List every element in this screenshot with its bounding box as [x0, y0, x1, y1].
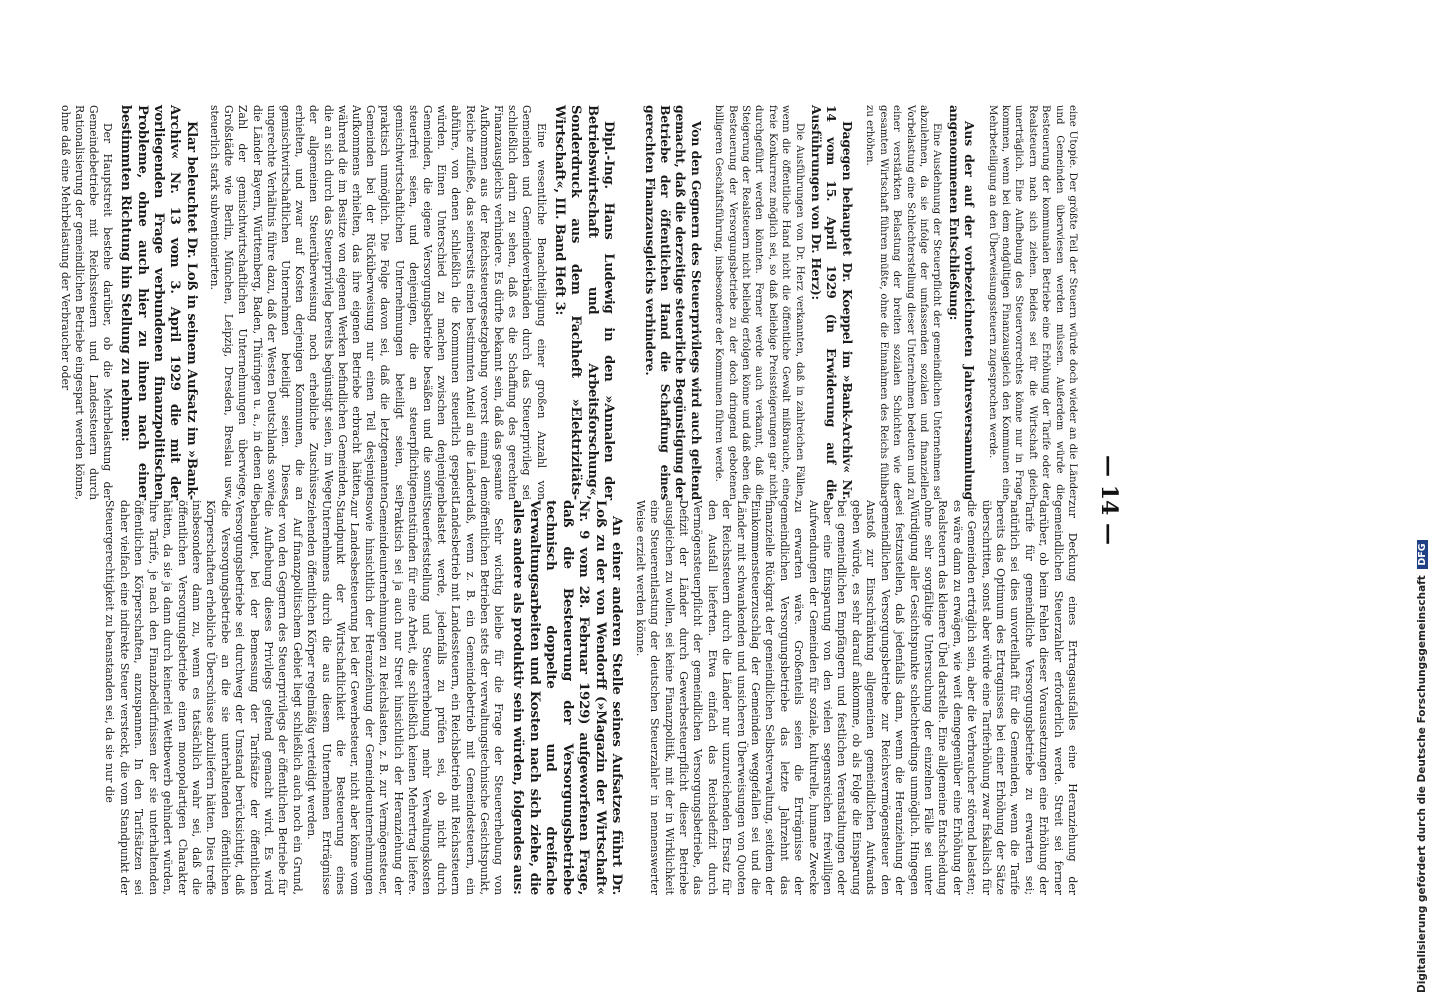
body-paragraph: zur Deckung eines Ertragsausfalles eine Heranziehung der gemeindlichen Steuerzahler erforderlich werde. Streit sei ferner darüber, ob beim Fehlen dieser Voraussetzungen eine Erhöhung der Tarife für gemeindliche Versorgungsbetriebe zu erwarten sei; natürlich sei dies unvorteilhaft für die Gemeinden, wenn die Tarife bereits das Optimum des Ertragnisses bei einer Erhöhung der Sätze überschritten, sonst aber würde eine Tariferhöhung zwar fiskalisch für die Gemeinden erträglich sein, aber die Verbraucher störend belasten; es wäre dann zu erwägen, wie weit demgegenüber eine Erhöhung der Realsteuern das kleinere Übel darstelle. Eine allgemeine Entscheidung ohne sehr sorgfältige Untersuchung der einzelnen Fälle sei unter Würdigung aller Gesichtspunkte schlechterdings unmöglich. Hingegen sei festzustellen, daß jedenfalls dann, wenn die Heranziehung der gemeindlichen Versorgungsbetriebe zur Reichsvermögensteuer den Anstoß zur Einschränkung allgemeinen gemeindlichen Aufwands geben würde, es sehr darauf ankomme, ob als Folge die Einsparung bei gemeindlichen Empfängern und festlichen Veranstaltungen oder aber eine Einsparung von den vielen segensreichen freiwilligen Aufwendungen der Gemeinden für soziale, kulturelle, humane Zwecke zu erwarten wäre. Großenteils seien die Erträgnisse der gemeindlichen Versorgungsbetriebe das letzte Jahrzehnt das finanzielle Rückgrat der gemeindlichen Selbstverwaltung, seitdem der Einkommensteuerzuschlag der Gemeinden weggefallen sei und die Länder mit schwankenden und unsicheren Überweisungen von Quoten der Reichssteuern durch die Länder nur unzureichenden Ersatz für den Ausfall lieferten. Etwa einfach das Reichsdefizit durch Vermögensteuerpflicht der gemeindlichen Versorgungsbetriebe, das Defizit der Länder durch Gewerbesteuerpflicht dieser Betriebe ausgleichen zu wollen, sei keine Finanzpolitik, mit der in Wirklichkeit eine Steuerentlastung der deutschen Steuerzahler in nennenswerter Weise erzielt werden könne.: [633, 500, 1079, 895]
body-paragraph: Eine wesentliche Benachteiligung einer großen Anzahl von Gemeinden und Gemeindeverbänden durch das Steuerprivileg sei schließlich darin zu sehen, daß es die Schaffung des gerechten Finanzausgleichs verhindere. Es dürfte bekannt sein, daß das gesamte Aufkommen aus der Reichssteuergesetzgebung vorerst einmal dem Reiche zufließe, das seinerseits einen bestimmten Anteil an die Länder abführe, von denen schließlich die Kommunen steuerlich gespeist würden. Einen Unterschied zu machen zwischen denjenigen Gemeinden, die eigene Versorgungsbetriebe besäßen und die somit steuerfrei seien, und denjenigen, die an steuerpflichtigen gemischtwirtschaftlichen Unternehmungen beteiligt seien, sei praktisch unmöglich. Die Folge davon sei, daß die letztgenannten Gemeinden bei der Rücküberweisung nur einen Teil desjenigen Aufkommens erhielten, das ihre eigenen Betriebe erbracht hätten, während die im Besitze von eigenen Werken befindlichen Gemeinden, die an sich durch das Steuerprivileg bereits begünstigt seien, im Wege der allgemeinen Steuerüberweisung noch erhebliche Zuschüsse erhielten, und zwar auf Kosten derjenigen Kommunen, die an gemischtwirtschaftlichen Unternehmen beteiligt seien. Dieses ungerechte Verhältnis führe dazu, daß der Westen Deutschlands sowie die Länder Bayern, Württemberg, Baden, Thüringen u. a., in denen die Zahl der gemischtwirtschaftlichen Unternehmungen überwiege, Großstädte wie Berlin, München, Leipzig, Dresden, Breslau usw. steuerlich stark subventionierten.: [208, 105, 548, 500]
section-heading: An einer anderen Stelle seines Aufsatzes führt Dr. Loß zu der von Wendorff (»Magazin der Wirtschaft« Nr. 9 vom 28. Februar 1929) aufgeworfenen Frage, daß die Besteuerung der Versorgungsbetriebe technisch doppelte und dreifache Verwaltungsarbeiten und Kosten nach sich ziehe, die alles andere als produktiv sein würden, folgendes aus:: [510, 500, 625, 895]
section-heading: Dagegen behauptet Dr. Koeppel im »Bank-Archiv« Nr. 14 vom 15. April 1929 (in Erwiderung auf die Ausführungen von Dr. Herz):: [809, 105, 855, 500]
credit-label: Digitalisierung gefördert durch die Deutsche Forschungsgemeinschaft: [1416, 575, 1428, 993]
text-column-left-upper: [639, 105, 1079, 500]
section-heading: Klar beleuchtet Dr. Loß in seinem Aufsatz im »Bank-Archiv« Nr. 13 vom 3. April 1929 die mit der vorliegenden Frage verbundenen finanzpolitischen Probleme, ohne auch hier zu ihnen nach einer bestimmten Richtung hin Stellung zu nehmen:: [118, 105, 199, 500]
section-heading: Aus der auf der vorbezeichneten Jahresversammlung angenommenen Entschließung:: [946, 105, 978, 500]
body-paragraph: Der Hauptstreit bestehe darüber, ob die Mehrbelastung der Gemeindebetriebe mit Reichssteuern und Landessteuern durch Rationalisierung der gemeindlichen Betriebe eingespart werden könne, ohne daß eine Mehrbelastung der Verbraucher oder: [58, 105, 115, 500]
section-heading: Von den Gegnern des Steuerprivilegs wird auch geltend gemacht, daß die derzeitige steuerliche Begünstigung der Betriebe der öffentlichen Hand die Schaffung eines gerechten Finanzausgleichs verhindere.: [642, 105, 704, 500]
body-paragraph: Auf finanzpolitischem Gebiet liegt schließlich auch noch ein Grund, der von den Gegnern des Steuerprivilegs der öffentlichen Betriebe für die Aufhebung dieses Privilegs geltend gemacht wird. Es wird behauptet, bei der Bemessung der Tarifsätze der öffentlichen Versorgungsbetriebe sei durchweg der Umstand berücksichtigt, daß die Versorgungsbetriebe an die sie unterhaltenden öffentlichen Körperschaften erhebliche Überschüsse abzuliefern hätten. Dies treffe insbesondere dann zu, wenn es tatsächlich wahr sei, daß die öffentlichen Versorgungsbetriebe einen monopolartigen Charakter hätten, da sie ja dann durch keinerlei Wettbewerb gehindert würden, ihre Tarife, je nach den Finanzbedürfnissen der sie unterhaltenden öffentlichen Körperschaften, anzuspannen. In den Tarifsätzen sei daher vielfach eine indirekte Steuer versteckt, die vom Standpunkt der Steuergerechtigkeit zu beanstanden sei, da sie nur die: [103, 500, 304, 895]
body-paragraph: eine Utopie. Der größte Teil der Steuern würde doch wieder an die Länder und Gemeinden überwiesen werden müssen. Außerdem würde die Besteuerung der kommunalen Betriebe eine Erhöhung der Tarife oder der Realsteuern nach sich ziehen. Beides sei für die Wirtschaft gleich unerträglich. Eine Aufhebung des Steuervorrechtes könne nur in Frage kommen, wenn bei dem endgültigen Finanzausgleich den Kommunen eine Mehrbeteiligung an den Überweisungssteuern zugesprochen werde.: [986, 105, 1078, 500]
section-heading: Dipl.-Ing. Hans Ludewig in den »Annalen der Betriebswirtschaft und Arbeitsforschung«, Sonderdruck aus dem Fachheft »Elektrizitäts-Wirtschaft«, III. Band Heft 3:: [552, 105, 616, 500]
credit-text: [1416, 540, 1428, 993]
text-column-left-lower: [57, 105, 624, 500]
digitization-credit: [1413, 8, 1433, 992]
body-paragraph: Die Ausführungen von Dr. Herz verkannten, daß in zahlreichen Fällen, wenn die öffentliche Hand nicht die öffentliche Gewalt mißbrauche, eine freie Konkurrenz möglich sei, so daß beliebige Preissteigerungen gar nicht durchgeführt werden könnten. Ferner werde auch verkannt, daß die Steigerung der Realsteuern nicht beliebig erfolgen könne und daß eben die Besteuerung der Versorgungsbetriebe zu der doch dringend gebotenen billigeren Geschäftsführung, insbesondere der Kommunen führen werde.: [713, 105, 805, 500]
text-column-right: [102, 500, 1079, 895]
body-paragraph: Eine Ausdehnung der Steuerpflicht der gemeindlichen Unternehmen sei abzulehnen, da sie infolge der umfassenden sozialen und finanziellen Vorbelastung eine Schlechterstellung dieser Unternehmen bedeuten und zu einer verstärkten Belastung der breiten sozialen Schichten wie der gesamten Wirtschaft führen müßte, ohne die Einnahmen des Reichs fühlbar zu erhöhen.: [864, 105, 943, 500]
page-number: — 14 —: [1096, 455, 1122, 545]
dfg-logo: DFG: [1417, 540, 1428, 568]
body-paragraph: Sehr wichtig bleibe für die Frage der Steuererhebung von öffentlichen Betrieben stets der verwaltungstechnische Gesichtspunkt, daß, wenn z. B. ein Gemeindebetrieb mit Gemeindesteuern, ein Landesbetrieb mit Landessteuern, ein Reichsbetrieb mit Reichssteuern belastet werde, jedenfalls zu prüfen sei, ob nicht durch Steuerfeststellung und Steuererhebung mehr Verwaltungskosten entstünden für eine Arbeit, die schließlich keinen Mehrertrag liefere. Praktisch sei ja auch nur Streit hinsichtlich der Heranziehung der Gemeindeunternehmungen zu Reichslasten, z. B. zur Vermögensteuer, sowie hinsichtlich der Heranziehung der Gemeindeunternehmungen zur Landesbesteuerung bei der Gewerbesteuer, nicht aber könne vom Standpunkt der Wirtschaftlichkeit die Besteuerung eines Unternehmens durch die aus diesem Unternehmen Erträgnisse ziehenden öffentlichen Körper regelmäßig verteidigt werden.: [305, 500, 506, 895]
